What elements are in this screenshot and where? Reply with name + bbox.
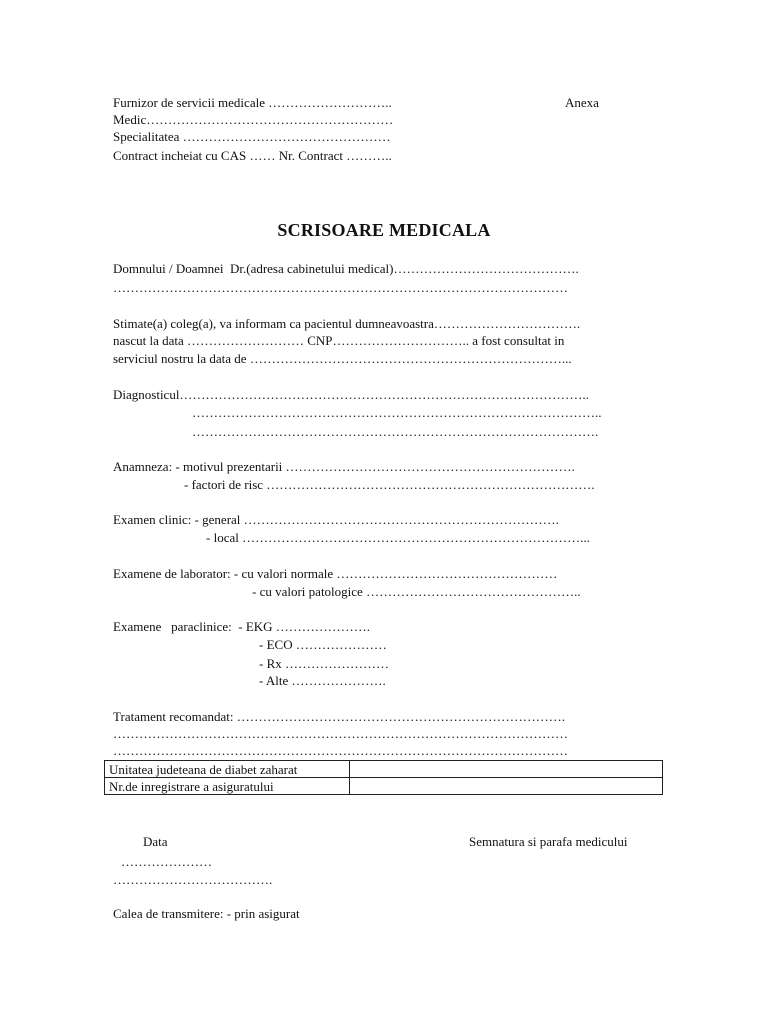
paraclinical-line-3: - Rx ……………………	[259, 656, 389, 671]
intro-line-2: nascut la data ……………………… CNP………………………….. a fost consultat in	[113, 333, 565, 348]
intro-line-3: serviciul nostru la data de ………………………………………………………………...	[113, 351, 572, 366]
specialty-field: Specialitatea …………………………………………	[113, 129, 391, 144]
diabetes-info-table	[104, 760, 663, 795]
annex-label: Anexa	[565, 95, 599, 110]
doctor-field: Medic…………………………………………………	[113, 112, 394, 127]
table-row	[105, 761, 663, 778]
date-dots: …………………	[121, 854, 212, 869]
signature-label: Semnatura si parafa medicului	[469, 834, 628, 849]
treatment-line-3: ……………………………………………………………………………………………	[113, 743, 568, 758]
signature-dots: ……………………………….	[113, 872, 273, 887]
diabetes-unit-value	[350, 761, 663, 778]
recipient-line-1: Domnului / Doamnei Dr.(adresa cabinetului medical)…………………………………….	[113, 261, 579, 276]
contract-field: Contract incheiat cu CAS …… Nr. Contract ………..	[113, 148, 392, 163]
paraclinical-line-2: - ECO …………………	[259, 637, 387, 652]
treatment-line-1: Tratament recomandat: ………………………………………………………………….	[113, 709, 565, 724]
anamnesis-line-1: Anamneza: - motivul prezentarii ………………………………………………………….	[113, 459, 575, 474]
lab-line-2: - cu valori patologice …………………………………………..	[252, 584, 581, 599]
diagnosis-line-2: …………………………………………………………………………………..	[192, 405, 602, 420]
lab-line-1: Examene de laborator: - cu valori normale ……………………………………………	[113, 566, 558, 581]
diagnosis-line-1: Diagnosticul…………………………………………………………………………………..	[113, 387, 589, 402]
intro-line-1: Stimate(a) coleg(a), va informam ca pacientul dumneavoastra…………………………….	[113, 316, 581, 331]
diabetes-unit-label: Unitatea judeteana de diabet zaharat	[105, 761, 350, 778]
table-row	[105, 778, 663, 795]
treatment-line-2: ……………………………………………………………………………………………	[113, 726, 568, 741]
diagnosis-line-3: ………………………………………………………………………………….	[192, 424, 599, 439]
paraclinical-line-4: - Alte ………………….	[259, 673, 386, 688]
anamnesis-line-2: - factori de risc ………………………………………………………………….	[184, 477, 595, 492]
provider-field: Furnizor de servicii medicale ………………………..	[113, 95, 392, 110]
clinical-line-1: Examen clinic: - general ……………………………………………………………….	[113, 512, 559, 527]
transmission-method: Calea de transmitere: - prin asigurat	[113, 906, 300, 921]
registration-number-label: Nr.de inregistrare a asiguratului	[105, 778, 350, 795]
registration-number-value	[350, 778, 663, 795]
date-label: Data	[143, 834, 168, 849]
recipient-line-2: ……………………………………………………………………………………………	[113, 280, 568, 295]
clinical-line-2: - local ……………………………………………………………………...	[206, 530, 590, 545]
document-title: SCRISOARE MEDICALA	[277, 220, 491, 240]
paraclinical-line-1: Examene paraclinice: - EKG ………………….	[113, 619, 371, 634]
